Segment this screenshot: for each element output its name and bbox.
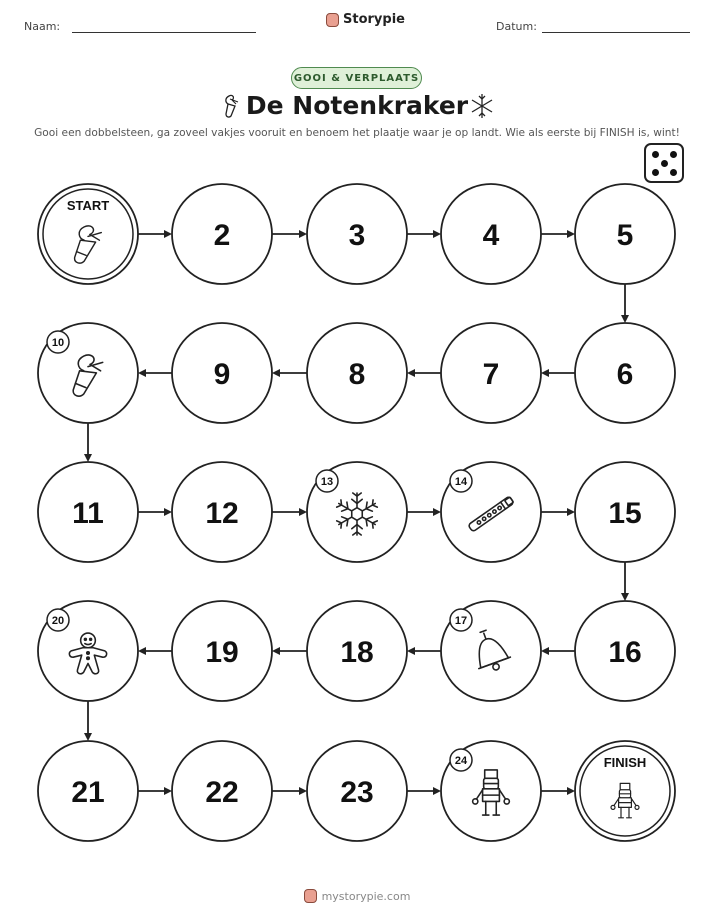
- space-number: 16: [608, 636, 642, 669]
- board-space-13: [307, 462, 407, 562]
- space-number: 19: [205, 636, 239, 669]
- board-space-15: [575, 462, 675, 562]
- brand-name: Storypie: [343, 12, 405, 27]
- board-space-8: [307, 323, 407, 423]
- board-space-6: [575, 323, 675, 423]
- board-space-17: [441, 601, 541, 701]
- space-number-badge: 13: [320, 476, 334, 488]
- space-number: 3: [348, 219, 366, 252]
- board-space-11: [38, 462, 138, 562]
- board-space-5: [575, 184, 675, 284]
- space-number: 23: [340, 776, 374, 809]
- board-space-3: [307, 184, 407, 284]
- page-title: De Notenkraker: [245, 91, 469, 120]
- space-number-badge: 20: [51, 615, 65, 627]
- board-space-21: [38, 741, 138, 841]
- space-label: START: [66, 198, 110, 213]
- footer: [0, 889, 714, 903]
- board-space-16: [575, 601, 675, 701]
- space-number-badge: 17: [454, 615, 468, 627]
- board-space-23: [307, 741, 407, 841]
- board-space-4: [441, 184, 541, 284]
- space-number: 4: [482, 219, 500, 252]
- board-space-20: [38, 601, 138, 701]
- space-number: 11: [72, 497, 104, 530]
- footer-url: mystorypie.com: [321, 889, 411, 903]
- game-type-badge: GOOI & VERPLAATS: [291, 67, 422, 89]
- storypie-icon: [304, 889, 317, 903]
- board-space-12: [172, 462, 272, 562]
- board-space-7: [441, 323, 541, 423]
- board-space-18: [307, 601, 407, 701]
- space-number: 9: [213, 358, 231, 391]
- board-space-finish: [575, 741, 675, 841]
- space-number: 8: [348, 358, 366, 391]
- board-space-19: [172, 601, 272, 701]
- board-space-24: [441, 741, 541, 841]
- space-number: 6: [616, 358, 634, 391]
- space-number: 15: [608, 497, 642, 530]
- board-space-2: [172, 184, 272, 284]
- name-label: Naam:: [24, 20, 61, 33]
- board-space-22: [172, 741, 272, 841]
- board-space-9: [172, 323, 272, 423]
- board-space-14: [441, 462, 541, 562]
- space-number: 12: [205, 497, 239, 530]
- space-number-badge: 24: [454, 755, 468, 767]
- board-space-start: [38, 184, 138, 284]
- space-number: 2: [213, 219, 231, 252]
- instructions: Gooi een dobbelsteen, ga zoveel vakjes vooruit en benoem het plaatje waar je op landt. Wie als eerste bij FINISH is, wint!: [34, 127, 680, 139]
- space-number: 22: [205, 776, 239, 809]
- space-number: 5: [616, 219, 634, 252]
- space-number-badge: 14: [454, 476, 468, 488]
- date-label: Datum:: [496, 20, 537, 33]
- board-space-10: [38, 323, 138, 423]
- space-number: 21: [71, 776, 105, 809]
- space-label: FINISH: [603, 755, 647, 770]
- space-number: 18: [340, 636, 374, 669]
- space-number: 7: [482, 358, 500, 391]
- space-number-badge: 10: [51, 337, 65, 349]
